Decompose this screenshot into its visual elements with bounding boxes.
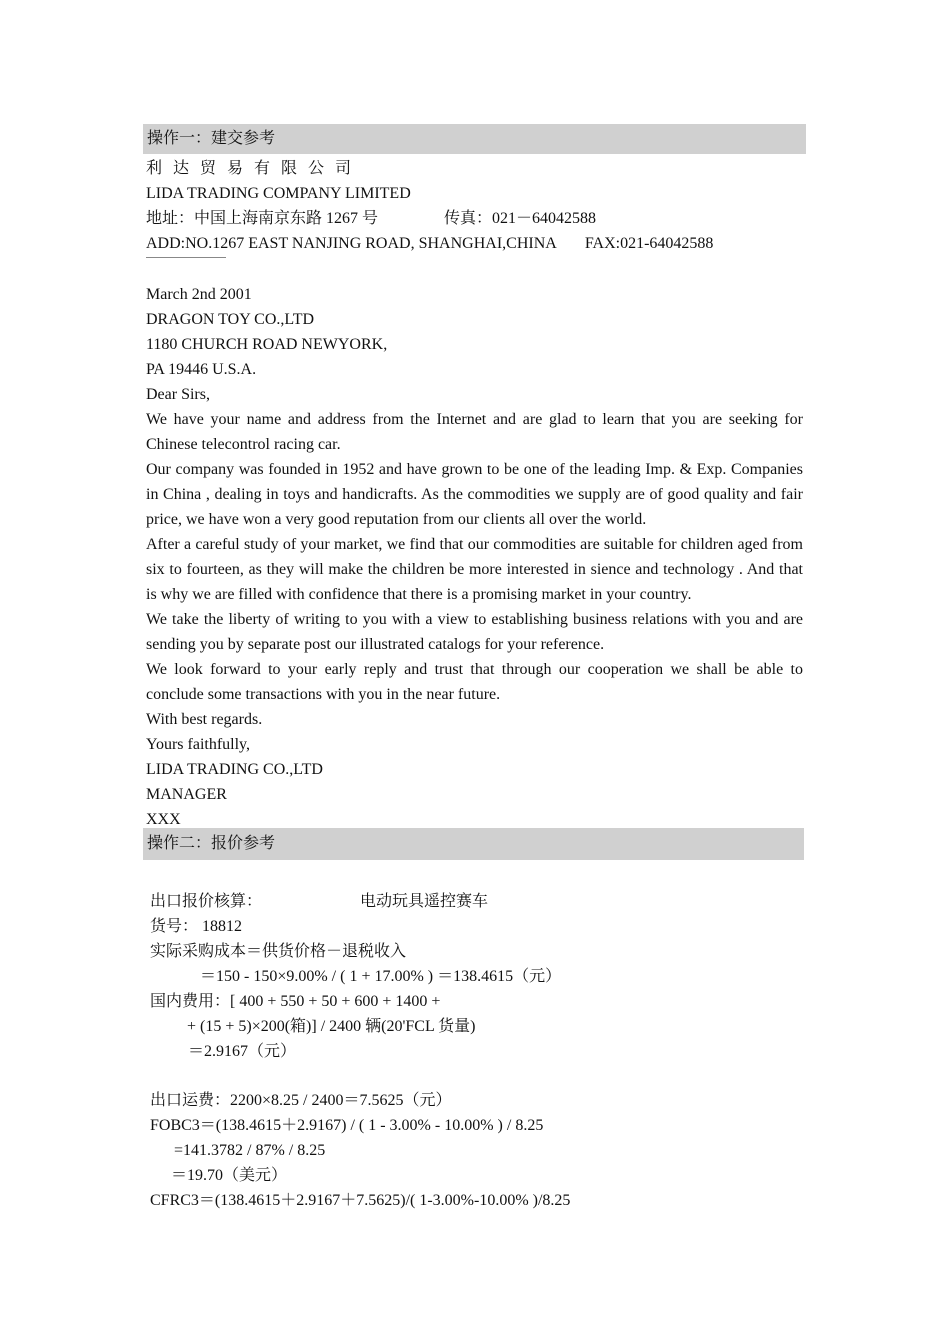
address-line-en (146, 231, 803, 256)
letter-paragraph: Our company was founded in 1952 and have grown to be one of the leading Imp. & Exp. Companies in China , dealing in toys and handicrafts. As the commodities we supply are of good quality and fair price, we have won a very good reputation from our clients all over the world. (146, 461, 803, 528)
calc-title-line (150, 889, 800, 914)
signer-title: MANAGER (146, 786, 227, 803)
spacer (146, 258, 803, 282)
signer-name: XXX (146, 811, 181, 828)
letter-paragraph: After a careful study of your market, we find that our commodities are suitable for children aged from six to fourteen, as they will make the children be more interested in sience and technology . And that is why we are filled with confidence that there is a promising market in your country. (146, 536, 803, 603)
address-cn: 地址：中国上海南京东路 1267 号 (146, 210, 379, 227)
section-header-operation-1: 操作一：建交参考 (143, 124, 806, 154)
calc-product: 电动玩具遥控赛车 (360, 893, 489, 910)
price-calculation (150, 889, 800, 1213)
letter-paragraph: We have your name and address from the Internet and are glad to learn that you are seeking for Chinese telecontrol racing car. (146, 411, 803, 453)
calc-item-no: 货号： 18812 (150, 918, 243, 935)
company-name-cn: 利达贸易有限公司 (146, 160, 363, 177)
calc-line: CFRC3＝(138.4615＋2.9167＋7.5625)/( 1-3.00%-10.00% )/8.25 (150, 1192, 571, 1209)
letter-date: March 2nd 2001 (146, 286, 252, 303)
signer-company: LIDA TRADING CO.,LTD (146, 761, 323, 778)
calc-line: ＝19.70（美元） (171, 1167, 288, 1184)
salutation: Dear Sirs, (146, 386, 210, 403)
calc-line: ＝2.9167（元） (188, 1043, 297, 1060)
calc-line: FOBC3＝(138.4615＋2.9167) / ( 1 - 3.00% - 10.00% ) / 8.25 (150, 1117, 544, 1134)
calc-line: =141.3782 / 87% / 8.25 (174, 1142, 326, 1159)
closing-regards: With best regards. (146, 711, 263, 728)
recipient-name: DRAGON TOY CO.,LTD (146, 311, 315, 328)
company-name-en: LIDA TRADING COMPANY LIMITED (146, 185, 411, 202)
address-en: ADD:NO.1267 EAST NANJING ROAD, SHANGHAI,CHINA (146, 235, 557, 252)
section-header-operation-2: 操作二：报价参考 (143, 828, 804, 860)
calc-title: 出口报价核算： (150, 893, 263, 910)
calc-line: ＝150 - 150×9.00% / ( 1 + 17.00% ) ＝138.4615（元） (200, 968, 562, 985)
spacer (150, 1064, 800, 1088)
recipient-address-1: 1180 CHURCH ROAD NEWYORK, (146, 336, 388, 353)
calc-line: 实际采购成本＝供货价格－退税收入 (150, 943, 407, 960)
fax-cn: 传真：021－64042588 (444, 210, 597, 227)
calc-line: + (15 + 5)×200(箱)] / 2400 辆(20'FCL 货量) (187, 1018, 476, 1035)
address-line-cn (146, 206, 803, 231)
letter-paragraph: We take the liberty of writing to you with a view to establishing business relations with you and are sending you by separate post our illustrated catalogs for your reference. (146, 611, 803, 653)
recipient-address-2: PA 19446 U.S.A. (146, 361, 257, 378)
closing-faithfully: Yours faithfully, (146, 736, 251, 753)
letter-paragraph: We look forward to your early reply and trust that through our cooperation we shall be able to conclude some transactions with you in the near future. (146, 661, 803, 703)
calc-line: 国内费用：[ 400 + 550 + 50 + 600 + 1400 + (150, 993, 441, 1010)
calc-line: 出口运费：2200×8.25 / 2400＝7.5625（元） (150, 1092, 452, 1109)
fax-en: FAX:021-64042588 (584, 235, 714, 252)
business-letter (146, 156, 803, 832)
